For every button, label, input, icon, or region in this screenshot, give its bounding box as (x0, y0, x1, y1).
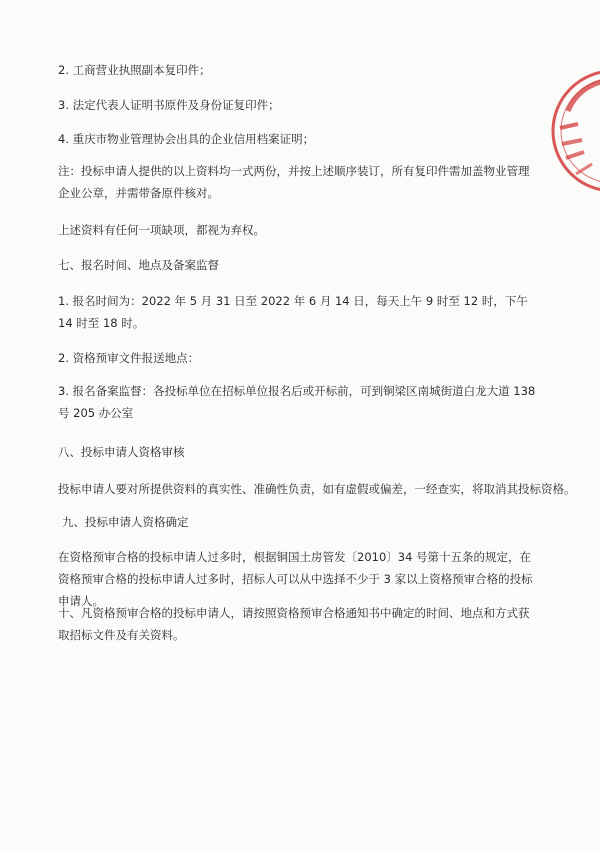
list-item-business-license: 2. 工商营业执照副本复印件； (58, 63, 211, 77)
section-9-heading: 九、投标申请人资格确定 (62, 515, 189, 529)
official-seal (548, 66, 600, 196)
note-paragraph: 注：投标申请人提供的以上资料均一式两份，并按上述顺序装订，所有复印件需加盖物业管理企业公章，并需带备原件核对。 (58, 164, 530, 200)
missing-note: 上述资料有任何一项缺项，都视为弃权。 (58, 223, 265, 237)
registration-supervision: 3. 报名备案监督：各投标单位在招标单位报名后或开标前，可到铜梁区南城街道白龙大道 138 号 205 办公室 (58, 384, 536, 420)
section-10-body: 十、凡资格预审合格的投标申请人，请按照资格预审合格通知书中确定的时间、地点和方式获取招标文件及有关资料。 (58, 606, 530, 642)
registration-time: 1. 报名时间为：2022 年 5 月 31 日至 2022 年 6 月 14 日，每天上午 9 时至 12 时，下午 14 时至 18 时。 (58, 294, 528, 330)
list-item-credit-record: 4. 重庆市物业管理协会出具的企业信用档案证明； (58, 132, 315, 146)
list-item-legal-rep-certificate: 3. 法定代表人证明书原件及身份证复印件； (58, 98, 280, 112)
section-8-heading: 八、投标申请人资格审核 (58, 445, 185, 459)
submission-location: 2. 资格预审文件报送地点： (58, 351, 200, 365)
section-7-heading: 七、报名时间、地点及备案监督 (58, 258, 219, 272)
section-8-body: 投标申请人要对所提供资料的真实性、准确性负责，如有虚假或偏差，一经查实，将取消其投标资格。 (58, 482, 576, 496)
section-9-body: 在资格预审合格的投标申请人过多时，根据铜国土房管发〔2010〕34 号第十五条的规定，在资格预审合格的投标申请人过多时，招标人可以从中选择不少于 3 家以上资格预审合格的投标申请人。 (58, 550, 533, 608)
